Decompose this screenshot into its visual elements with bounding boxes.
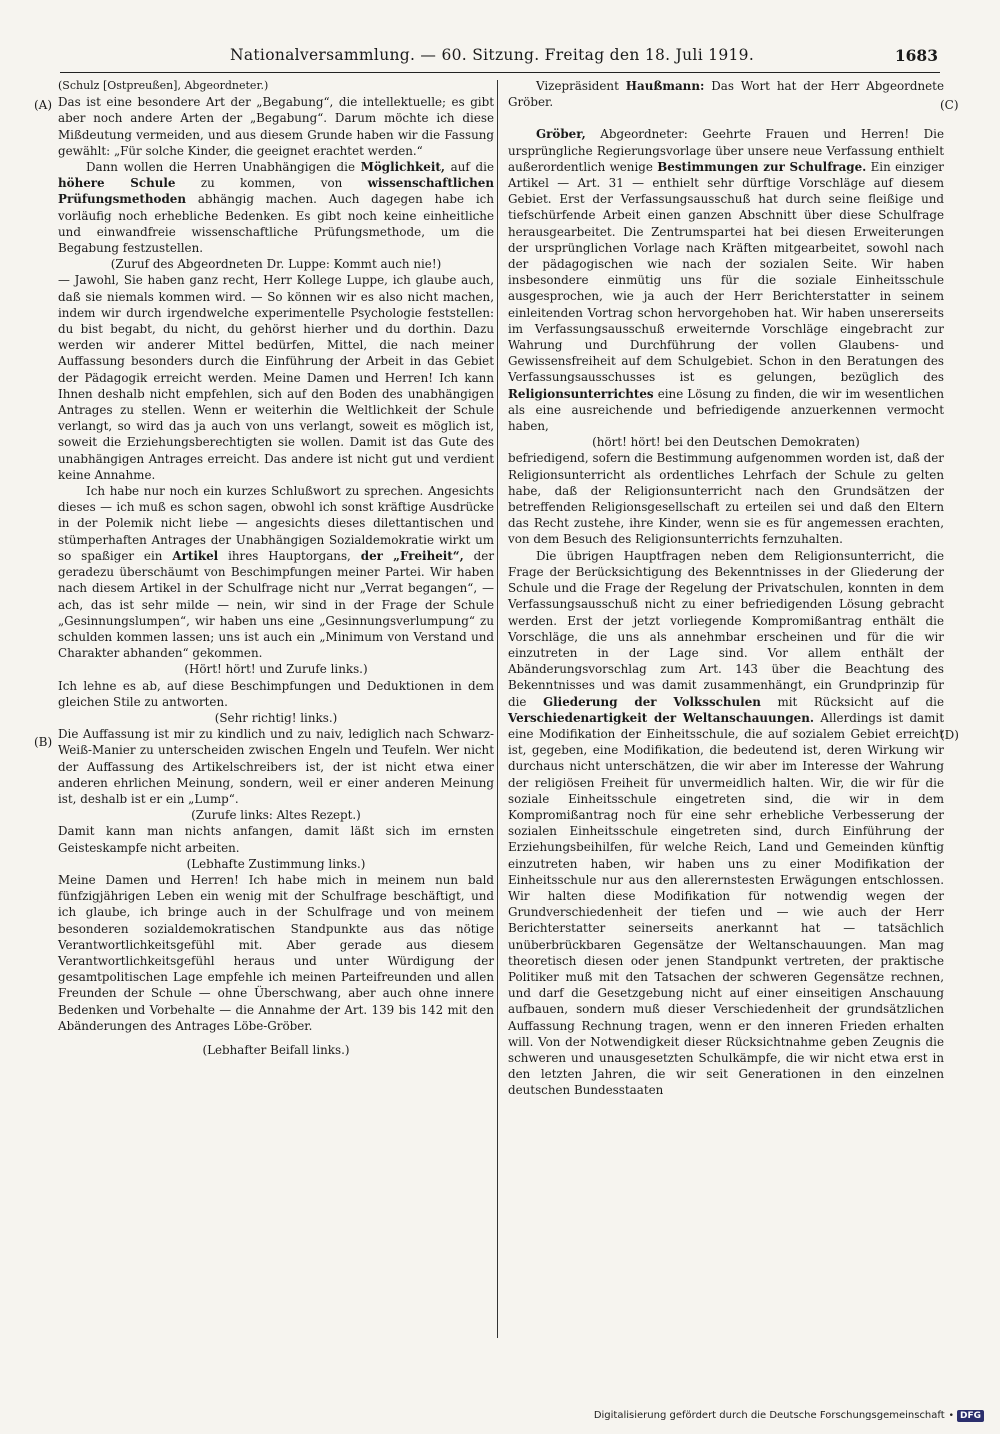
interjection: (hört! hört! bei den Deutschen Demokraten) (592, 435, 860, 450)
paragraph: Dann wollen die Herren Unabhängigen die Möglichkeit, auf die höhere Schule zu kommen, von wissenschaftlichen Prüfungsmethoden abhängig machen. Auch dagegen habe ich vorläufig noch erhebliche Bedenken. Es gibt noch keine einheitliche und einwandfreie wissenschaftliche Prüfungsmethode, um die Begabung festzustellen. (58, 160, 494, 256)
paragraph: — Jawohl, Sie haben ganz recht, Herr Kollege Luppe, ich glaube auch, daß sie niemals kommen wird. — So können wir es also nicht machen, indem wir durch irgendwelche experimentelle Psychologie feststellen: du bist begabt, du nicht, du gehörst hierher und du dorthin. Dazu werden wir anderer Mittel bedürfen, Mittel, die nach meiner Auffassung besonders durch die Einführung der Arbeit in das Gebiet der Pädagogik erreicht werden. Meine Damen und Herren! Ich kann Ihnen deshalb nicht empfehlen, sich auf den Boden des unabhängigen Antrages zu stellen. Wenn er weiterhin die Weltlichkeit der Schule verlangt, so wird das ja auch von uns verlangt, soweit es möglich ist, soweit die Erziehungsberechtigten sie wollen. Damit ist das Gute des unabhängigen Antrages erreicht. Das andere ist nicht gut und verdient keine Annahme. (58, 273, 494, 482)
dfg-logo: DFG (957, 1410, 984, 1422)
interjection: (Lebhafter Beifall links.) (202, 1042, 350, 1057)
paragraph: Ich lehne es ab, auf diese Beschimpfungen und Deduktionen in dem gleichen Stile zu antworten. (58, 678, 494, 709)
interjection: (Sehr richtig! links.) (214, 710, 338, 725)
margin-marker-b: (B) (34, 735, 53, 749)
margin-marker-d: (D) (940, 728, 959, 742)
paragraph: befriedigend, sofern die Bestimmung aufgenommen worden ist, daß der Religionsunterricht als ordentliches Lehrfach der Schule zu gelten habe, daß der Religionsunterricht nach den Grundsätzen der betreffenden Religionsgesellschaft zu erteilen sei und daß den Eltern das Recht zustehe, ihre Kinder, wenn sie es für angemessen erachten, von dem Besuch des Religionsunterrichts fernzuhalten. (508, 451, 944, 547)
paragraph: Damit kann man nichts anfangen, damit läßt sich im ernsten Geisteskampfe nicht arbeiten. (58, 824, 494, 855)
footer-credit (594, 1410, 984, 1422)
interjection: (Zuruf des Abgeordneten Dr. Luppe: Kommt auch nie!) (110, 257, 442, 272)
paragraph: Das ist eine besondere Art der „Begabung“, die intellektuelle; es gibt aber noch andere Arten der „Begabung“. Darum möchte ich diese Mißdeutung vermeiden, und aus diesem Grunde haben wir die Fassung gewählt: „Für solche Kinder, die geeignet erachtet werden.“ (58, 95, 494, 158)
interjection: (Zurufe links: Altes Rezept.) (191, 808, 361, 823)
bullet-icon: • (948, 1411, 954, 1421)
paragraph: Die Auffassung ist mir zu kindlich und zu naiv, lediglich nach Schwarz-Weiß-Manier zu unterscheiden zwischen Engeln und Teufeln. Wer nicht der Auffassung des Artikelschreibers ist, der ist nicht etwa einer anderen ehrlichen Meinung, sondern, weil er einer anderen Meinung ist, deshalb ist er ein „Lump“. (58, 727, 494, 806)
paragraph: Ich habe nur noch ein kurzes Schlußwort zu sprechen. Angesichts dieses — ich muß es schon sagen, obwohl ich sonst kräftige Ausdrücke in der Polemik nicht liebe — angesichts dieses dilettantischen und stümperhaften Antrages der Unabhängigen Sozialdemokratie wirkt um so spaßiger ein Artikel ihres Hauptorgans, der „Freiheit“, der geradezu überschäumt von Beschimpfungen meiner Partei. Wir haben nach diesem Artikel in der Schulfrage nicht nur „Verrat begangen“, — ach, das ist sehr milde — nein, wir sind in der Frage der Schule „Gesinnungslumpen“, wir haben uns eine „Gesinnungsverlumpung“ zu schulden kommen lassen; uns ist auch ein „Minimum von Verstand und Charakter abhanden“ gekommen. (58, 484, 495, 661)
chair-announcement: Vizepräsident Haußmann: Das Wort hat der Herr Abgeordnete Gröber. (508, 79, 944, 110)
paragraph: Gröber, Abgeordneter: Geehrte Frauen und Herren! Die ursprüngliche Regierungsvorlage über unsere neue Verfassung enthielt außerordentlich wenige Bestimmungen zur Schulfrage. Ein einziger Artikel — Art. 31 — enthielt sehr dürftige Vorschläge auf diesem Gebiet. Erst der Verfassungsausschuß hat durch seine fleißige und tiefschürfende Arbeit einen ganzen Abschnitt über diese Schulfrage herausgearbeitet. Die Zentrumspartei hat bei diesen Erweiterungen der ursprünglichen Vorlage nach Kräften mitgearbeitet, sowohl nach der pädagogischen wie nach der sozialen Seite. Wir haben insbesondere einmütig uns für die soziale Einheitsschule ausgesprochen, wie ja auch der Herr Berichterstatter in seinem einleitenden Vortrag schon hervorgehoben hat. Wir haben unsererseits im Verfassungsausschuß erweiternde Vorschläge eingebracht zur Wahrung und Durchführung der vollen Glaubens- und Gewissensfreiheit auf dem Schulgebiet. Schon in den Beratungen des Verfassungsausschusses ist es gelungen, bezüglich des Religionsunterrichtes eine Lösung zu finden, die wir im wesentlichen als eine ausreichende und befriedigende anzuerkennen vermocht haben, (508, 127, 944, 434)
page-number: 1683 (894, 46, 938, 65)
running-title: Nationalversammlung. — 60. Sitzung. Freitag den 18. Juli 1919. (230, 46, 755, 64)
page-header (60, 46, 940, 73)
column-divider (497, 80, 498, 1338)
footer-text: Digitalisierung gefördert durch die Deutsche Forschungsgemeinschaft (593, 1410, 945, 1421)
paragraph: Die übrigen Hauptfragen neben dem Religionsunterricht, die Frage der Berücksichtigung des Bekenntnisses in der Gliederung der Schule und die Frage der Regelung der Privatschulen, konnten in dem Verfassungsausschuß nicht zu einer befriedigenden Lösung gebracht werden. Erst der jetzt vorliegende Kompromißantrag enthält die Vorschläge, die uns als annehmbar erscheinen und für die wir einzutreten in der Lage sind. Vor allem enthält der Abänderungsvorschlag zum Art. 143 über die Beachtung des Bekenntnisses und was damit zusammenhängt, ein Grundprinzip für die Gliederung der Volksschulen mit Rücksicht auf die Verschiedenartigkeit der Weltanschauungen. Allerdings ist damit eine Modifikation der Einheitsschule, die auf sozialem Gebiet erreicht ist, gegeben, eine Modifikation, die bedeutend ist, deren Wirkung wir durchaus nicht unterschätzen, die wir aber im Interesse der Wahrung der religiösen Freiheit für unvermeidlich halten. Wir, die wir für die soziale Einheitsschule eingetreten sind, die wir in dem Kompromißantrag noch für eine sehr erhebliche Verbesserung der sozialen Einheitsschule eingetreten sind, durch Einführung der Erziehungsbeihilfen, für welche Reich, Land und Gemeinden künftig einzutreten haben, wir haben uns zu einer Modifikation der Einheitsschule nur aus den allerernstesten Erwägungen entschlossen. Wir halten diese Modifikation für notwendig wegen der Grundverschiedenheit der tiefen und — wie auch der Herr Berichterstatter seinerseits anerkannt hat — tatsächlich unüberbrückbaren Gegensätze der Weltanschauungen. Man mag theoretisch diesen oder jenen Standpunkt vertreten, der praktische Politiker muß mit den Tatsachen der schweren Gegensätze rechnen, und darf die Gesetzgebung nicht auf einer einseitigen Anschauung aufbauen, sondern muß dieser Verschiedenheit der grundsätzlichen Auffassung Rechnung tragen, wenn er den inneren Frieden erhalten will. Von der Notwendigkeit dieser Rücksichtnahme geben Zeugnis die schweren und unausgesetzten Schulkämpfe, die wir nicht etwa erst in den letzten Jahren, die wir seit Generationen in den einzelnen deutschen Bundesstaaten (508, 548, 945, 1098)
left-column (58, 78, 494, 1058)
interjection: (Lebhafte Zustimmung links.) (186, 856, 366, 871)
interjection: (Hört! hört! und Zurufe links.) (184, 662, 368, 677)
speaker-note: (Schulz [Ostpreußen], Abgeordneter.) (58, 79, 269, 92)
right-column (508, 78, 944, 1099)
paragraph: Meine Damen und Herren! Ich habe mich in meinem nun bald fünfzigjährigen Leben ein wenig mit der Schulfrage beschäftigt, und ich glaube, ich bringe auch in der Schulfrage und von meinem besonderen sozialdemokratischen Standpunkte aus das nötige Verantwortlichkeitsgefühl mit. Aber gerade aus diesem Verantwortlichkeitsgefühl heraus und unter Würdigung der gesamtpolitischen Lage empfehle ich meinen Parteifreunden und allen Freunden der Schule — ohne Überschwang, aber auch ohne innere Bedenken und Vorbehalte — die Annahme der Art. 139 bis 142 mit den Abänderungen des Antrages Löbe-Gröber. (58, 872, 494, 1033)
margin-marker-c: (C) (940, 98, 959, 112)
margin-marker-a: (A) (34, 98, 53, 112)
